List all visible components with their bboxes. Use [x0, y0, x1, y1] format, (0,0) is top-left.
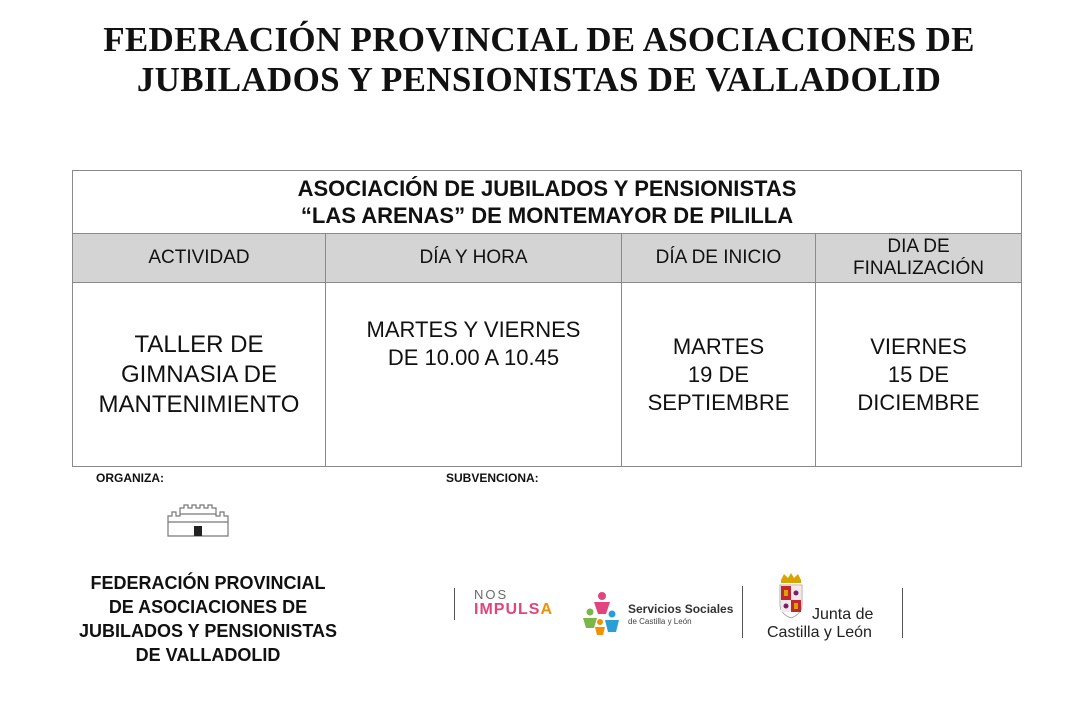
organiza-label: ORGANIZA:	[96, 471, 164, 485]
separator-2	[742, 586, 743, 638]
header-end-line-2: FINALIZACIÓN	[853, 258, 984, 279]
impulsa-logo	[474, 601, 553, 619]
title-line-1: FEDERACIÓN PROVINCIAL DE ASOCIACIONES DE	[103, 20, 975, 59]
association-line-1: ASOCIACIÓN DE JUBILADOS Y PENSIONISTAS	[297, 176, 797, 201]
organizer-line-2: DE ASOCIACIONES DE	[108, 597, 308, 617]
end-line-3: DICIEMBRE	[857, 389, 980, 415]
servicios-sociales-figures-icon	[580, 590, 626, 636]
header-day-time: DÍA Y HORA	[326, 234, 622, 283]
schedule-table	[72, 170, 1022, 467]
association-name	[73, 171, 1022, 234]
separator-3	[902, 588, 903, 638]
header-start-date: DÍA DE INICIO	[622, 234, 816, 283]
nos-text: NOS	[474, 587, 509, 602]
start-line-2: 19 DE	[687, 361, 750, 387]
servicios-sociales-subtitle: de Castilla y León	[628, 617, 692, 626]
organizer-line-1: FEDERACIÓN PROVINCIAL	[90, 573, 326, 593]
start-line-1: MARTES	[672, 333, 765, 359]
table-row	[73, 283, 1022, 467]
subvenciona-label: SUBVENCIONA:	[446, 471, 539, 485]
cell-activity	[73, 283, 326, 467]
impulsa-text: IMPULS	[474, 601, 541, 618]
activity-line-3: MANTENIMIENTO	[98, 390, 300, 418]
junta-line-1: Junta de	[812, 606, 874, 623]
cell-day-time	[326, 283, 622, 467]
junta-crest-icon	[776, 572, 806, 620]
day-time-line-1: MARTES Y VIERNES	[366, 317, 581, 342]
header-activity: ACTIVIDAD	[73, 234, 326, 283]
table-header-row	[73, 234, 1022, 283]
header-end-line-1: DIA DE	[887, 236, 950, 257]
end-line-1: VIERNES	[870, 333, 967, 359]
header-end-date	[816, 234, 1022, 283]
organizer-line-3: JUBILADOS Y PENSIONISTAS	[78, 621, 338, 641]
organizer-name	[40, 571, 376, 667]
activity-line-2: GIMNASIA DE	[120, 360, 278, 388]
organizer-line-4: DE VALLADOLID	[135, 645, 281, 665]
servicios-sociales-title: Servicios Sociales	[628, 602, 734, 616]
junta-line-2: Castilla y León	[767, 624, 872, 641]
sponsor-logos	[448, 572, 908, 644]
day-time-line-2: DE 10.00 A 10.45	[387, 345, 560, 370]
association-line-2: “LAS ARENAS” DE MONTEMAYOR DE PILILLA	[300, 203, 794, 228]
title-line-2: JUBILADOS Y PENSIONISTAS DE VALLADOLID	[136, 60, 942, 99]
activity-line-1: TALLER DE	[134, 330, 264, 358]
page-title	[0, 20, 1078, 100]
cell-end-date	[816, 283, 1022, 467]
cell-start-date	[622, 283, 816, 467]
separator-1	[454, 588, 455, 620]
castle-logo-icon	[166, 502, 230, 538]
start-line-3: SEPTIEMBRE	[647, 389, 790, 415]
impulsa-last-letter: A	[540, 601, 554, 618]
end-line-2: 15 DE	[887, 361, 950, 387]
